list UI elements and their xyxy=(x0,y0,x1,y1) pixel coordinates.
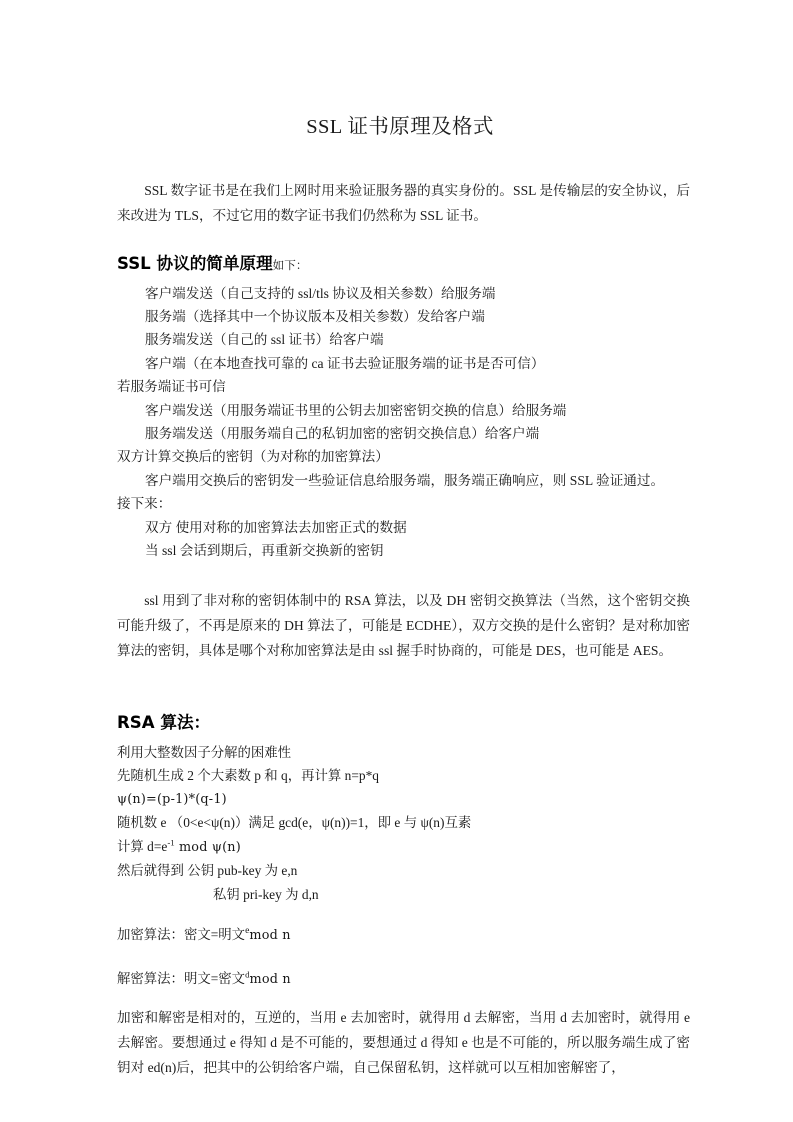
rsa-line-difficulty: 利用大整数因子分解的困难性 xyxy=(117,744,292,760)
rsa-encrypt-exponent: e xyxy=(245,924,250,936)
rsa-compute-d-prefix: 计算 d=e xyxy=(117,838,168,854)
rsa-encrypt-formula xyxy=(110,923,690,947)
section-heading-ssl-principle-sub: 如下： xyxy=(272,258,308,272)
ssl-step-line: 客户端（在本地查找可靠的 ca 证书去验证服务端的证书是否可信） xyxy=(145,355,545,371)
rsa-compute-d-superscript: -1 xyxy=(167,837,175,848)
ssl-step-line: 客户端用交换后的密钥发一些验证信息给服务端，服务端正确响应，则 SSL 验证通过。 xyxy=(145,472,665,488)
rsa-compute-d-suffix: mod ψ(n) xyxy=(174,839,241,855)
rsa-decrypt-label: 解密算法：明文=密文 xyxy=(117,970,246,986)
rsa-closing-paragraph: 加密和解密是相对的，互逆的，当用 e 去加密时，就得用 d 去解密，当用 d 去加密时，就得用 e 去解密。要想通过 e 得知 d 是不可能的，要想通过 d 得知 e 也是不可能的，所以服务端生成了密钥对 ed(n)后，把其中的公钥给客户端，自己保留私钥，这样就可以互相加密解密了， xyxy=(117,1009,690,1075)
ssl-step-line: 当 ssl 会话到期后，再重新交换新的密钥 xyxy=(145,543,384,559)
ssl-handshake-step-list xyxy=(110,282,690,563)
section-heading-rsa xyxy=(110,712,690,732)
ssl-step-line: 服务端（选择其中一个协议版本及相关参数）发给客户端 xyxy=(145,309,485,325)
ssl-step-line: 服务端发送（用服务端自己的私钥加密的密钥交换信息）给客户端 xyxy=(145,426,540,442)
rsa-line-compute-d xyxy=(117,835,690,860)
rsa-intro-lines xyxy=(110,741,690,907)
page-title: SSL 证书原理及格式 xyxy=(306,116,494,138)
rsa-decrypt-tail: mod n xyxy=(249,971,291,987)
section-heading-ssl-principle xyxy=(110,253,690,273)
rsa-decrypt-formula xyxy=(110,967,690,991)
rsa-line-random-e: 随机数 e （0<e<ψ(n)）满足 gcd(e，ψ(n))=1，即 e 与 ψ(n)互素 xyxy=(117,815,472,831)
section-heading-rsa-main: RSA 算法： xyxy=(117,712,211,732)
ssl-step-line: 客户端发送（用服务端证书里的公钥去加密密钥交换的信息）给服务端 xyxy=(145,402,567,418)
ssl-step-line: 双方 使用对称的加密算法去加密正式的数据 xyxy=(145,519,407,535)
document-content xyxy=(110,0,690,1080)
ssl-summary-paragraph: ssl 用到了非对称的密钥体制中的 RSA 算法，以及 DH 密钥交换算法（当然，这个密钥交换可能升级了，不再是原来的 DH 算法了，可能是 ECDHE），双方交换的是什么密钥？是对称加密算法的密钥，具体是哪个对称加密算法是由 ssl 握手时协商的，可能是 DES，也可能是 AES。 xyxy=(117,592,690,658)
intro-paragraph: SSL 数字证书是在我们上网时用来验证服务器的真实身份的。SSL 是传输层的安全协议，后来改进为 TLS，不过它用的数字证书我们仍然称为 SSL 证书。 xyxy=(117,182,690,223)
rsa-encrypt-tail: mod n xyxy=(249,927,291,943)
rsa-line-phi-definition: ψ(n)=(p-1)*(q-1) xyxy=(117,791,227,807)
section-heading-ssl-principle-main: SSL 协议的简单原理 xyxy=(117,253,273,273)
ssl-step-line: 接下来： xyxy=(117,496,172,512)
rsa-private-key-label: 私钥 pri-key 为 d,n xyxy=(213,887,319,903)
ssl-step-line: 双方计算交换后的密钥（为对称的加密算法） xyxy=(117,449,389,465)
ssl-step-line: 服务端发送（自己的 ssl 证书）给客户端 xyxy=(145,332,384,348)
rsa-line-primes: 先随机生成 2 个大素数 p 和 q，再计算 n=p*q xyxy=(117,768,379,784)
rsa-line-public-key: 然后就得到 公钥 pub-key 为 e,n xyxy=(117,863,298,879)
rsa-decrypt-exponent: d xyxy=(245,969,250,980)
ssl-step-line: 客户端发送（自己支持的 ssl/tls 协议及相关参数）给服务端 xyxy=(145,285,496,301)
rsa-line-private-key xyxy=(117,883,690,907)
rsa-encrypt-label: 加密算法：密文=明文 xyxy=(117,926,246,942)
ssl-step-line: 若服务端证书可信 xyxy=(117,379,226,395)
